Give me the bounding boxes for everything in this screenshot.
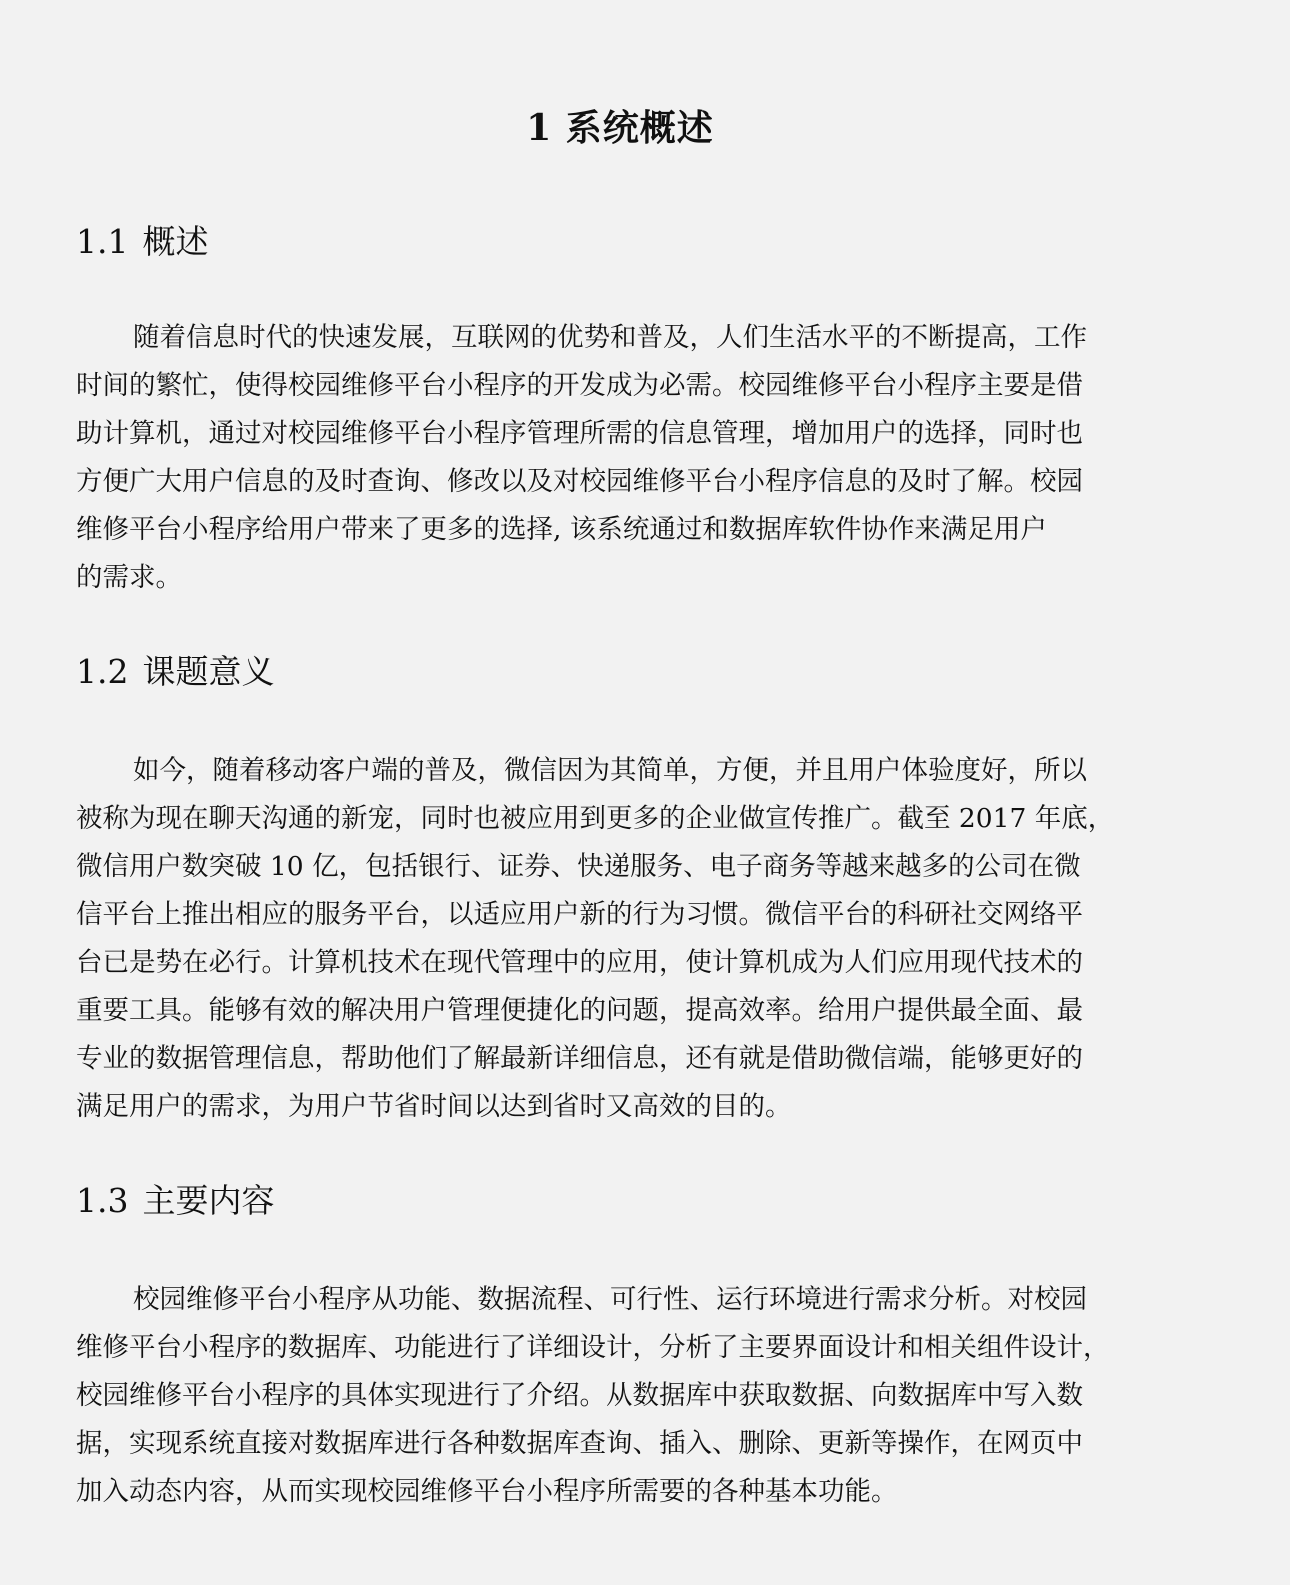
paragraph-line: 随着信息时代的快速发展，互联网的优势和普及，人们生活水平的不断提高，工作 <box>133 322 1087 353</box>
paragraph-significance <box>76 747 1156 1131</box>
section-heading-text: 概述 <box>142 222 209 261</box>
section-heading-1-3 <box>76 1175 274 1222</box>
section-heading-text: 课题意义 <box>142 652 275 691</box>
paragraph-line: 重要工具。能够有效的解决用户管理便捷化的问题，提高效率。给用户提供最全面、最 <box>76 995 1083 1026</box>
paragraph-line: 维修平台小程序给用户带来了更多的选择, 该系统通过和数据库软件协作来满足用户 <box>76 514 1047 545</box>
section-number: 1.2 <box>76 652 129 691</box>
section-number: 1.3 <box>76 1181 129 1220</box>
section-heading-1-2 <box>76 646 274 693</box>
section-number: 1.1 <box>76 222 129 261</box>
paragraph-line: 满足用户的需求，为用户节省时间以达到省时又高效的目的。 <box>76 1091 792 1122</box>
paragraph-line: 方便广大用户信息的及时查询、修改以及对校园维修平台小程序信息的及时了解。校园 <box>76 466 1083 497</box>
paragraph-line: 时间的繁忙，使得校园维修平台小程序的开发成为必需。校园维修平台小程序主要是借 <box>76 370 1083 401</box>
paragraph-line: 信平台上推出相应的服务平台，以适应用户新的行为习惯。微信平台的科研社交网络平 <box>76 899 1083 930</box>
paragraph-line: 维修平台小程序的数据库、功能进行了详细设计，分析了主要界面设计和相关组件设计， <box>76 1332 1110 1363</box>
paragraph-line: 校园维修平台小程序从功能、数据流程、可行性、运行环境进行需求分析。对校园 <box>133 1284 1087 1315</box>
paragraph-line: 专业的数据管理信息，帮助他们了解最新详细信息，还有就是借助微信端，能够更好的 <box>76 1043 1083 1074</box>
paragraph-line: 据，实现系统直接对数据库进行各种数据库查询、插入、删除、更新等操作，在网页中 <box>76 1428 1083 1459</box>
section-heading-text: 主要内容 <box>142 1181 275 1220</box>
paragraph-line: 被称为现在聊天沟通的新宠，同时也被应用到更多的企业做宣传推广。截至 2017 年底， <box>76 803 1115 834</box>
paragraph-overview <box>76 314 1156 602</box>
paragraph-line: 台已是势在必行。计算机技术在现代管理中的应用，使计算机成为人们应用现代技术的 <box>76 947 1083 978</box>
paragraph-main-content <box>76 1276 1156 1516</box>
section-heading-1-1 <box>76 216 208 263</box>
chapter-title: 1 系统概述 <box>526 107 714 149</box>
paragraph-line: 的需求。 <box>76 562 182 593</box>
paragraph-line: 微信用户数突破 10 亿，包括银行、证券、快递服务、电子商务等越来越多的公司在微 <box>76 851 1081 882</box>
paragraph-line: 如今，随着移动客户端的普及，微信因为其简单，方便，并且用户体验度好，所以 <box>133 755 1087 786</box>
paragraph-line: 加入动态内容，从而实现校园维修平台小程序所需要的各种基本功能。 <box>76 1476 898 1507</box>
paragraph-line: 校园维修平台小程序的具体实现进行了介绍。从数据库中获取数据、向数据库中写入数 <box>76 1380 1083 1411</box>
paragraph-line: 助计算机，通过对校园维修平台小程序管理所需的信息管理，增加用户的选择，同时也 <box>76 418 1083 449</box>
